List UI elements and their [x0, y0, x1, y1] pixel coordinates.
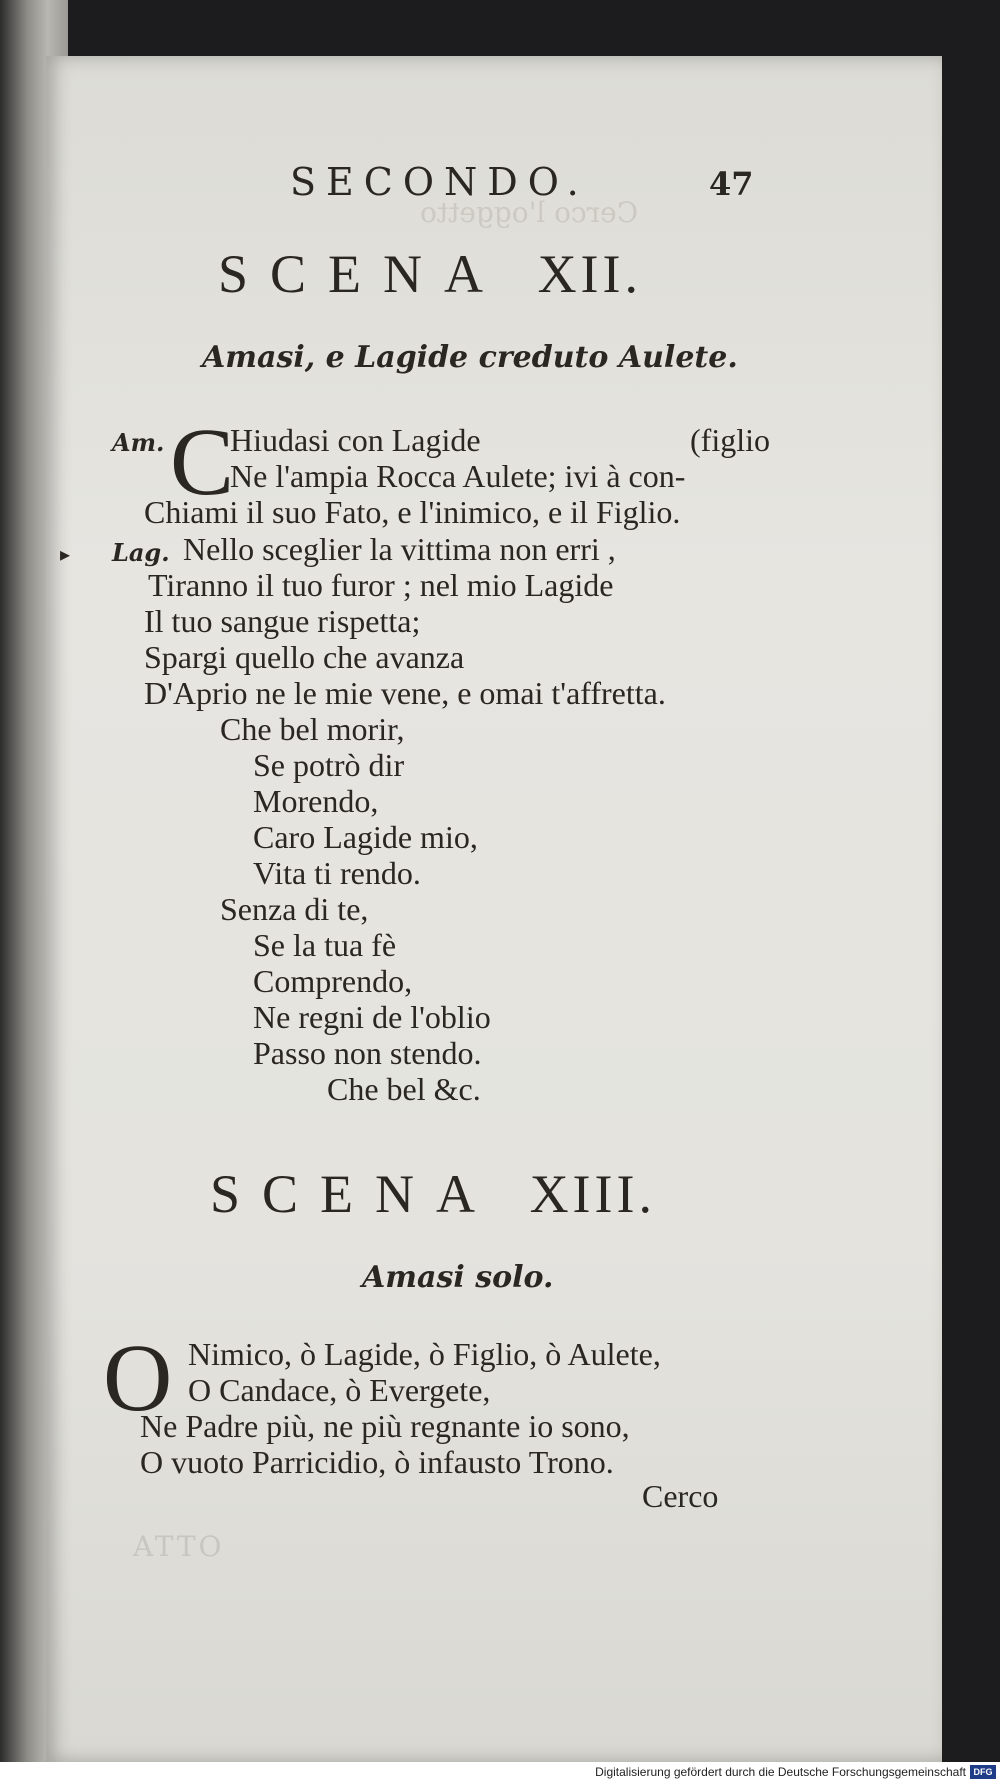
aria-line-9: Ne regni de l'oblio: [253, 999, 491, 1035]
scene-xii-title: [218, 243, 642, 305]
verse-line-2: Ne l'ampia Rocca Aulete; ivi à con-: [230, 458, 686, 494]
verse-line-4: Nello sceglier la vittima non erri ,: [183, 531, 616, 567]
scene-title-word: SCENA: [218, 244, 503, 304]
aria-line-4: Caro Lagide mio,: [253, 819, 478, 855]
scene-title-number: XIII.: [529, 1164, 657, 1224]
scene-xii-stage-direction: Amasi, e Lagide creduto Aulete.: [202, 340, 738, 375]
aria-line-8: Comprendo,: [253, 963, 413, 999]
verse-line-6: Il tuo sangue rispetta;: [144, 603, 421, 639]
footer-credit: Digitalisierung gefördert durch die Deutsche Forschungsgemeinschaft: [595, 1765, 966, 1779]
verse-line-13-3: Ne Padre più, ne più regnante io sono,: [140, 1408, 630, 1444]
scene-xiii-title: [210, 1163, 656, 1225]
catchword: Cerco: [642, 1478, 719, 1514]
aria-line-7: Se la tua fè: [253, 927, 397, 963]
aria-line-10: Passo non stendo.: [253, 1035, 482, 1071]
drop-cap-c: C: [170, 408, 235, 515]
verse-line-1: Hiudasi con Lagide: [230, 422, 481, 458]
scene-title-word: SCENA: [210, 1164, 495, 1224]
verse-line-3: Chiami il suo Fato, e l'inimico, e il Figlio.: [144, 494, 681, 530]
margin-arrow-icon: ▸: [60, 542, 71, 566]
drop-cap-o: O: [103, 1324, 173, 1431]
speaker-amasi: Am.: [112, 428, 165, 457]
digitization-footer: [0, 1762, 1000, 1782]
verse-line-13-4: O vuoto Parricidio, ò infausto Trono.: [140, 1444, 614, 1480]
scene-xiii-stage-direction: Amasi solo.: [362, 1260, 554, 1295]
verse-line-13-2: O Candace, ò Evergete,: [188, 1372, 491, 1408]
verse-line-1-turnover: (figlio: [690, 422, 770, 458]
page-number: 47: [709, 165, 754, 203]
show-through-text: Cerco l'oggetto: [420, 196, 639, 229]
aria-line-2: Se potrò dir: [253, 747, 405, 783]
aria-line-5: Vita ti rendo.: [253, 855, 421, 891]
verse-line-8: D'Aprio ne le mie vene, e omai t'affretta.: [144, 675, 666, 711]
scene-title-number: XII.: [537, 244, 643, 304]
running-head: SECONDO.: [290, 160, 589, 204]
aria-line-3: Morendo,: [253, 783, 379, 819]
book-page: [46, 56, 942, 1762]
faint-bottom-text: ATTO: [133, 1530, 225, 1563]
verse-line-5: Tiranno il tuo furor ; nel mio Lagide: [148, 567, 614, 603]
dfg-logo: DFG: [970, 1765, 996, 1779]
speaker-lagide: Lag.: [112, 538, 170, 567]
verse-line-13-1: Nimico, ò Lagide, ò Figlio, ò Aulete,: [188, 1336, 661, 1372]
aria-line-6: Senza di te,: [220, 891, 369, 927]
aria-da-capo: Che bel &c.: [327, 1071, 481, 1107]
aria-line-1: Che bel morir,: [220, 711, 405, 747]
verse-line-7: Spargi quello che avanza: [144, 639, 465, 675]
